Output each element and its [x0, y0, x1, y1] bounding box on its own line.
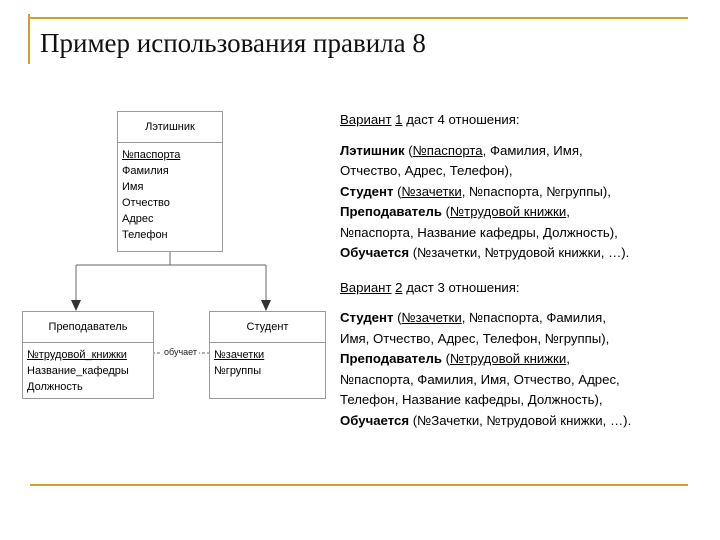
attr-workbook: №трудовой_книжки [27, 349, 127, 361]
attr-patronymic: Отчество [122, 197, 170, 209]
attr-position: Должность [27, 381, 83, 393]
arrowhead-teacher [71, 300, 81, 311]
arrowhead-student [261, 300, 271, 311]
entity-teacher-name: Преподаватель [23, 312, 153, 343]
attr-name: Имя [122, 181, 144, 193]
attr-department: Название_кафедры [27, 365, 129, 377]
variant2-heading: Вариант 2 даст 3 отношения: [340, 279, 520, 295]
variant1-body: Лэтишник (№паспорта, Фамилия, Имя, Отчество, Адрес, Телефон), Студент (№зачетки, №паспорта, №группы), Преподаватель (№трудовой книжки, №паспорта, Название кафедры, Должность), Обучается (№зачетки, №трудовой книжки, …). [340, 142, 630, 260]
attr-address: Адрес [122, 213, 154, 225]
entity-latishnik-name: Лэтишник [118, 112, 222, 143]
variant1-heading: Вариант 1 даст 4 отношения: [340, 112, 520, 127]
relationship-label: обучает [164, 347, 197, 357]
variant2-body: Студент (№зачетки, №паспорта, Фамилия, Имя, Отчество, Адрес, Телефон, №группы), Преподаватель (№трудовой книжки, №паспорта, Фамилия, Имя, Отчество, Адрес, Телефон, Название кафедры, Должность), Обучается (№Зачетки, №трудовой книжки, …). [340, 310, 632, 428]
attr-passport: №паспорта [122, 149, 181, 161]
entity-student [209, 311, 326, 399]
attr-surname: Фамилия [122, 165, 169, 177]
attr-record-book: №зачетки [214, 349, 265, 361]
slide-title: Пример использования правила 8 [40, 28, 426, 58]
entity-latishnik [117, 111, 223, 252]
entity-student-name: Студент [210, 312, 325, 343]
entity-teacher [22, 311, 154, 399]
attr-phone: Телефон [122, 229, 168, 241]
attr-group: №группы [214, 365, 262, 377]
variants-text [340, 110, 710, 445]
